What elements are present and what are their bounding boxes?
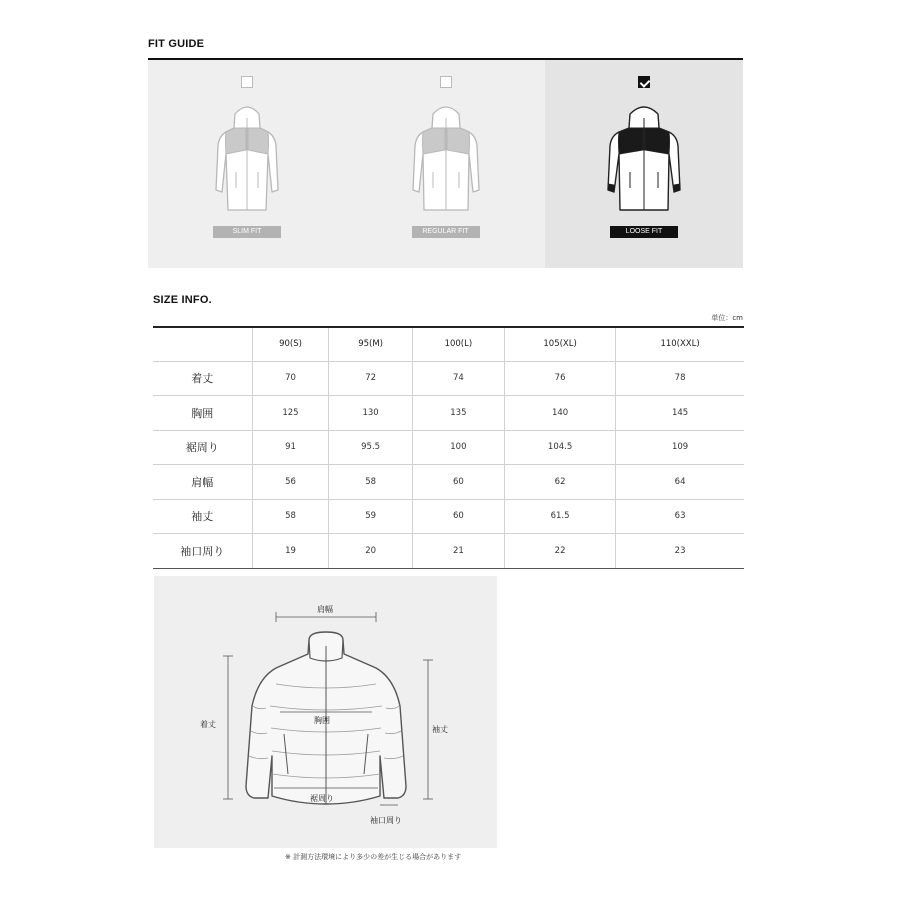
table-cell: 60: [412, 499, 504, 534]
size-header-xl: 105(XL): [505, 327, 616, 361]
size-header-blank: [153, 327, 252, 361]
table-cell: 104.5: [505, 430, 616, 465]
size-header-row: [153, 327, 744, 361]
row-label: 裾周り: [153, 430, 252, 465]
measurement-footnote: ※ 計測方法環境により多少の差が生じる場合があります: [285, 853, 462, 861]
table-cell: 62: [505, 465, 616, 500]
loose-fit-checkbox[interactable]: [638, 76, 650, 88]
table-cell: 76: [505, 361, 616, 396]
table-cell: 130: [329, 396, 412, 431]
row-label: 着丈: [153, 361, 252, 396]
fit-option-loose[interactable]: [545, 60, 743, 268]
table-cell: 60: [412, 465, 504, 500]
cuff-label: 袖口周り: [370, 816, 402, 825]
fit-option-regular[interactable]: [346, 60, 545, 268]
table-cell: 125: [252, 396, 329, 431]
table-row: [153, 430, 744, 465]
row-label: 袖口周り: [153, 534, 252, 569]
table-cell: 100: [412, 430, 504, 465]
down-jacket-icon: [154, 576, 497, 848]
table-cell: 78: [616, 361, 744, 396]
table-cell: 20: [329, 534, 412, 569]
regular-fit-label: REGULAR FIT: [412, 226, 480, 238]
table-cell: 70: [252, 361, 329, 396]
size-header-xxl: 110(XXL): [616, 327, 744, 361]
measurement-diagram: [154, 576, 497, 848]
table-cell: 19: [252, 534, 329, 569]
size-info-title: SIZE INFO.: [153, 294, 212, 306]
table-cell: 23: [616, 534, 744, 569]
table-cell: 64: [616, 465, 744, 500]
table-row: [153, 534, 744, 569]
table-row: [153, 499, 744, 534]
table-cell: 145: [616, 396, 744, 431]
table-row: [153, 465, 744, 500]
fit-guide-title: FIT GUIDE: [148, 38, 205, 50]
table-cell: 91: [252, 430, 329, 465]
table-cell: 22: [505, 534, 616, 569]
chest-label: 胸囲: [314, 716, 330, 725]
table-cell: 95.5: [329, 430, 412, 465]
length-label: 着丈: [200, 720, 216, 729]
size-header-m: 95(M): [329, 327, 412, 361]
unit-note: 単位：cm: [711, 314, 743, 322]
slim-jacket-icon: [202, 92, 292, 217]
row-label: 肩幅: [153, 465, 252, 500]
table-cell: 140: [505, 396, 616, 431]
table-cell: 135: [412, 396, 504, 431]
row-label: 胸囲: [153, 396, 252, 431]
table-row: [153, 396, 744, 431]
table-cell: 56: [252, 465, 329, 500]
loose-fit-label: LOOSE FIT: [610, 226, 678, 238]
table-cell: 61.5: [505, 499, 616, 534]
sleeve-label: 袖丈: [432, 725, 448, 734]
table-cell: 63: [616, 499, 744, 534]
table-cell: 109: [616, 430, 744, 465]
table-cell: 58: [252, 499, 329, 534]
size-header-l: 100(L): [412, 327, 504, 361]
slim-fit-checkbox[interactable]: [241, 76, 253, 88]
table-cell: 21: [412, 534, 504, 569]
shoulder-label: 肩幅: [317, 605, 333, 614]
slim-fit-label: SLIM FIT: [213, 226, 281, 238]
table-cell: 58: [329, 465, 412, 500]
table-row: [153, 361, 744, 396]
regular-fit-checkbox[interactable]: [440, 76, 452, 88]
fit-option-slim[interactable]: [148, 60, 346, 268]
table-cell: 59: [329, 499, 412, 534]
size-header-s: 90(S): [252, 327, 329, 361]
regular-jacket-icon: [401, 92, 491, 217]
hem-label: 裾周り: [310, 794, 334, 803]
table-cell: 72: [329, 361, 412, 396]
size-table: [153, 326, 744, 569]
row-label: 袖丈: [153, 499, 252, 534]
loose-jacket-icon: [599, 92, 689, 217]
table-cell: 74: [412, 361, 504, 396]
